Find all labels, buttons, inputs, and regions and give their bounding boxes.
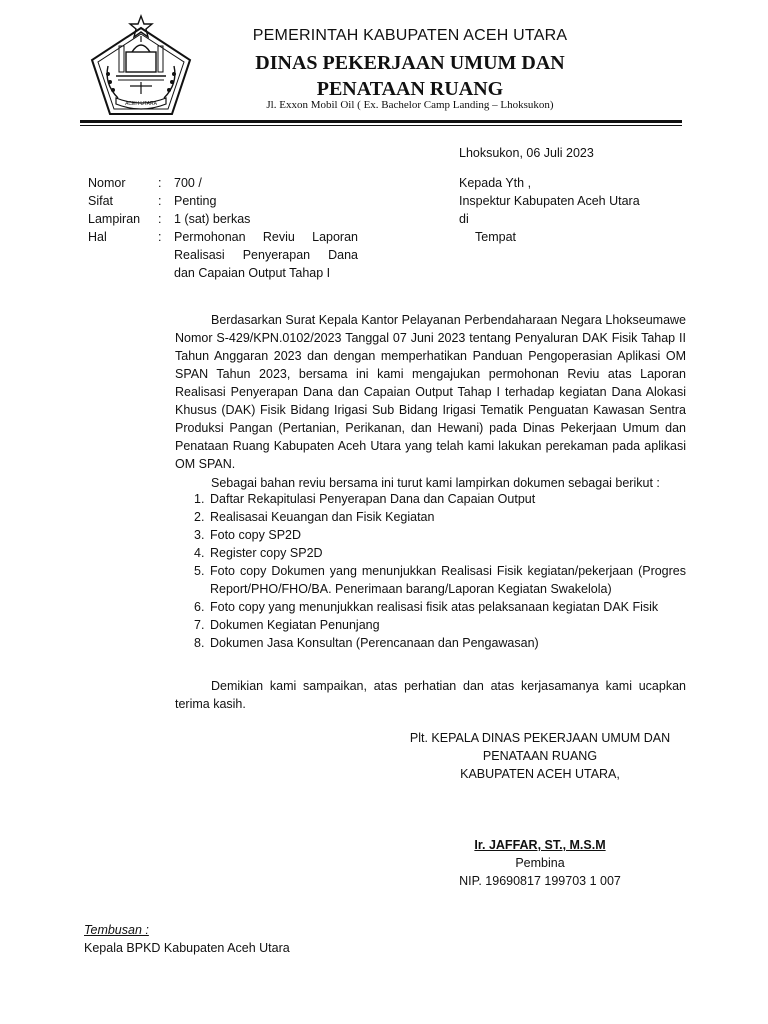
letterhead-agency-line2: PENATAAN RUANG <box>316 78 504 100</box>
list-text: Dokumen Kegiatan Penunjang <box>210 618 380 632</box>
meta-colon: : <box>158 176 162 190</box>
list-item <box>194 544 686 562</box>
aceh-utara-emblem-logo <box>86 14 196 118</box>
list-item <box>194 634 686 652</box>
meta-label: Lampiran <box>88 212 141 226</box>
tembusan-item: Kepala BPKD Kabupaten Aceh Utara <box>84 941 290 955</box>
list-item <box>194 562 686 598</box>
signature-title-2: PENATAAN RUANG <box>482 749 598 763</box>
signatory-nip: NIP. 19690817 199703 1 007 <box>459 874 621 888</box>
signatory-name: Ir. JAFFAR, ST., M.S.M <box>474 838 606 852</box>
list-item <box>194 526 686 544</box>
letter-date: Lhoksukon, 06 Juli 2023 <box>459 146 594 160</box>
signatory-rank: Pembina <box>515 856 565 870</box>
recipient-name: Inspektur Kabupaten Aceh Utara <box>459 194 640 208</box>
letter-meta-table <box>88 174 358 282</box>
body-paragraph-1: Berdasarkan Surat Kepala Kantor Pelayanan Perbendaharaan Negara Lhokseumawe Nomor S-429/KPN.0102/2023 Tanggal 07 Juni 2023 tentang Penyaluran DAK Fisik Tahap II Tahun Anggaran 2023 dan dengan memperhatikan Panduan Pengoperasian Aplikasi OM SPAN Tahun 2023, bersama ini kami mengajukan permohonan Reviu atas Laporan Realisasi Penyerapan Dana dan Capaian Output Tahap I terhadap kegiatan Dana Alokasi Khusus (DAK) Fisik Bidang Irigasi Sub Bidang Irigasi Tematik Penguatan Kawasan Sentra Produksi Pangan (Pertanian, Perikanan, dan Hewani) pada Dinas Pekerjaan Umum dan Penataan Ruang Kabupaten Aceh Utara yang telah kami lakukan perekaman pada aplikasi OM SPAN. <box>175 313 686 471</box>
list-number: 2. <box>194 510 205 524</box>
body-paragraph-closing: Demikian kami sampaikan, atas perhatian dan atas kerjasamanya kami ucapkan terima kasih. <box>175 679 686 711</box>
list-number: 7. <box>194 618 205 632</box>
body-paragraph-2: Sebagai bahan reviu bersama ini turut kami lampirkan dokumen sebagai berikut : <box>211 476 660 490</box>
signature-title-3: KABUPATEN ACEH UTARA, <box>460 767 620 781</box>
meta-value: 700 / <box>174 176 202 190</box>
list-text: Register copy SP2D <box>210 546 323 560</box>
list-text: Foto copy SP2D <box>210 528 302 542</box>
letterhead-government: PEMERINTAH KABUPATEN ACEH UTARA <box>252 27 568 44</box>
list-item <box>194 490 686 508</box>
letterhead-agency-line1: DINAS PEKERJAAN UMUM DAN <box>255 52 565 74</box>
meta-label: Hal <box>88 230 107 244</box>
letterhead-rule-thick <box>80 120 682 123</box>
meta-row-lampiran <box>88 210 358 228</box>
list-number: 4. <box>194 546 205 560</box>
emblem-ribbon-text: ACEH UTARA <box>125 101 157 107</box>
list-number: 3. <box>194 528 205 542</box>
list-number: 8. <box>194 636 205 650</box>
list-text: Daftar Rekapitulasi Penyerapan Dana dan Capaian Output <box>210 492 536 506</box>
list-item <box>194 508 686 526</box>
meta-value: Penting <box>174 194 217 208</box>
list-text: Realisasai Keuangan dan Fisik Kegiatan <box>210 510 435 524</box>
recipient-salutation: Kepada Yth , <box>459 176 532 190</box>
hal-line: Permohonan Reviu Laporan <box>174 230 358 244</box>
list-text: Dokumen Jasa Konsultan (Perencanaan dan Pengawasan) <box>210 636 539 650</box>
list-text: Foto copy yang menunjukkan realisasi fisik atas pelaksanaan kegiatan DAK Fisik <box>210 600 659 614</box>
meta-colon: : <box>158 230 162 244</box>
hal-line: dan Capaian Output Tahap I <box>174 266 331 280</box>
letterhead-rule-thin <box>80 125 682 126</box>
meta-value: 1 (sat) berkas <box>174 212 251 226</box>
meta-colon: : <box>158 194 162 208</box>
meta-value-hal <box>174 228 358 282</box>
list-number: 1. <box>194 492 205 506</box>
meta-row-sifat <box>88 192 358 210</box>
recipient-place: Tempat <box>475 230 516 244</box>
letterhead-address: Jl. Exxon Mobil Oil ( Ex. Bachelor Camp Landing – Lhoksukon) <box>266 99 554 111</box>
list-number: 6. <box>194 600 205 614</box>
list-text: Foto copy Dokumen yang menunjukkan Realisasi Fisik kegiatan/pekerjaan (Progres Report/PHO/FHO/BA. Penerimaan barang/Laporan Kegiatan Swakelola) <box>210 564 686 596</box>
list-number: 5. <box>194 564 205 578</box>
meta-row-hal <box>88 228 358 282</box>
recipient-block <box>459 174 640 246</box>
meta-colon: : <box>158 212 162 226</box>
attachment-list <box>194 490 686 652</box>
tembusan-heading: Tembusan : <box>84 923 149 937</box>
list-item <box>194 598 686 616</box>
meta-label: Sifat <box>88 194 114 208</box>
signature-title-block <box>380 729 700 783</box>
list-item <box>194 616 686 634</box>
signature-title-1: Plt. KEPALA DINAS PEKERJAAN UMUM DAN <box>409 731 671 745</box>
hal-line: Realisasi Penyerapan Dana <box>174 248 358 262</box>
recipient-di: di <box>459 212 469 226</box>
meta-row-nomor <box>88 174 358 192</box>
meta-label: Nomor <box>88 176 126 190</box>
